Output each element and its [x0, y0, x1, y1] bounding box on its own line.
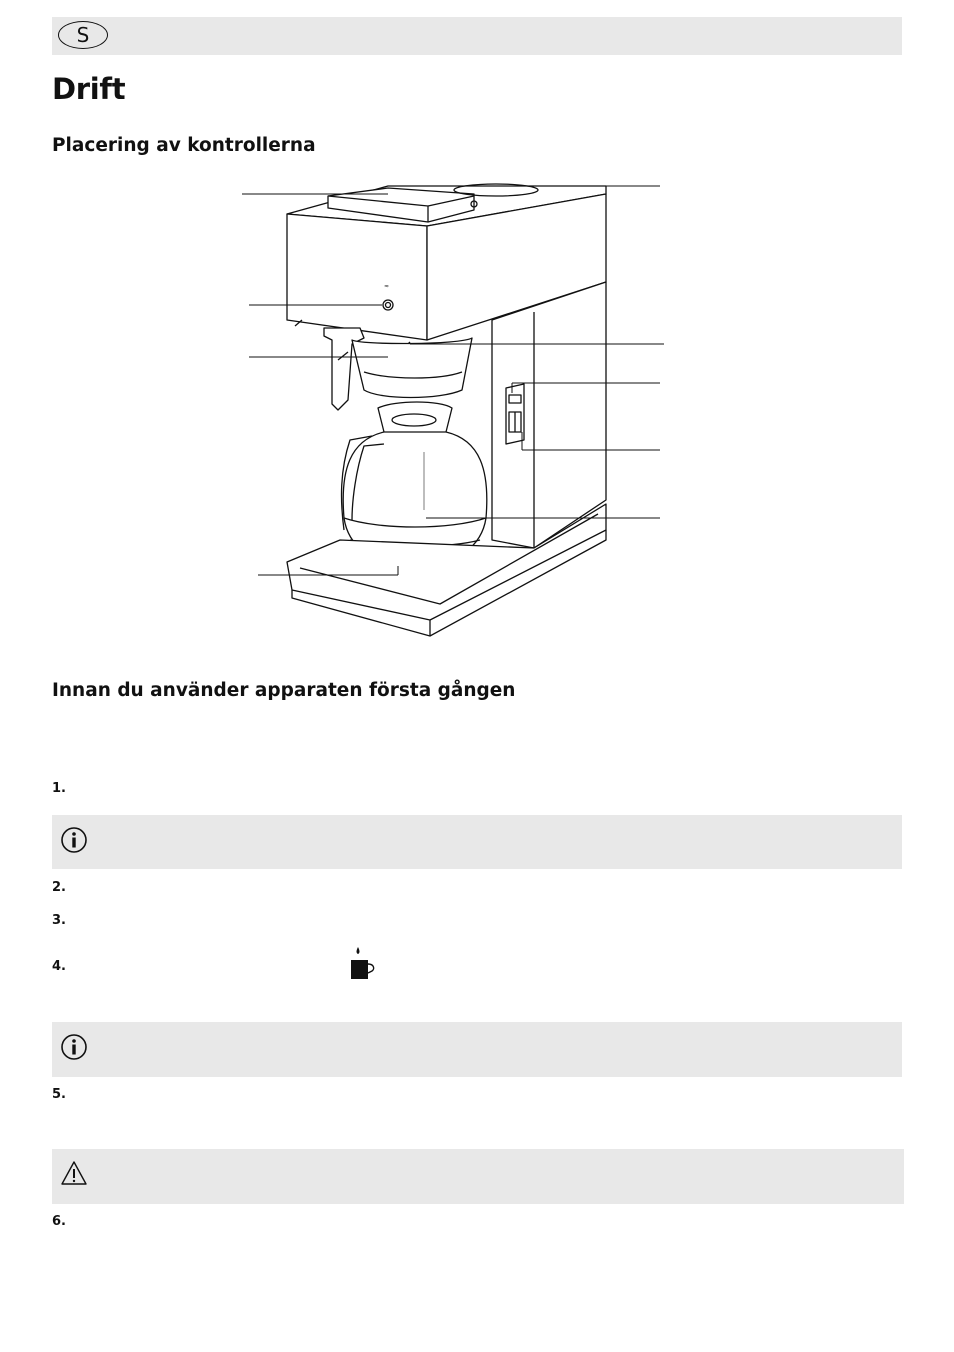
coffee-machine-diagram: [0, 160, 954, 660]
step-number-6: 6.: [52, 1214, 66, 1229]
note-box-1: [52, 815, 902, 869]
carafe-neck: [378, 402, 452, 437]
first-use-heading: Innan du använder apparaten första gången: [52, 680, 516, 701]
step-number-4: 4.: [52, 959, 66, 974]
note-box-2: [52, 1022, 902, 1077]
page-title: Drift: [52, 72, 126, 106]
filter-holder: [352, 338, 472, 398]
step-number-2: 2.: [52, 880, 66, 895]
info-icon: [60, 1033, 88, 1061]
warning-icon: [60, 1160, 88, 1186]
hot-water-tap: [324, 328, 364, 410]
step-number-1: 1.: [52, 781, 66, 796]
upper-body-front: [287, 214, 427, 340]
step-number-3: 3.: [52, 913, 66, 928]
brew-cup-icon: [348, 945, 380, 981]
warning-box: [52, 1149, 904, 1204]
controls-heading: Placering av kontrollerna: [52, 135, 316, 156]
svg-text:≈: ≈: [384, 283, 390, 290]
info-icon: [60, 826, 88, 854]
step-number-5: 5.: [52, 1087, 66, 1102]
language-badge: S: [58, 21, 108, 49]
language-header-bar: [52, 17, 902, 55]
